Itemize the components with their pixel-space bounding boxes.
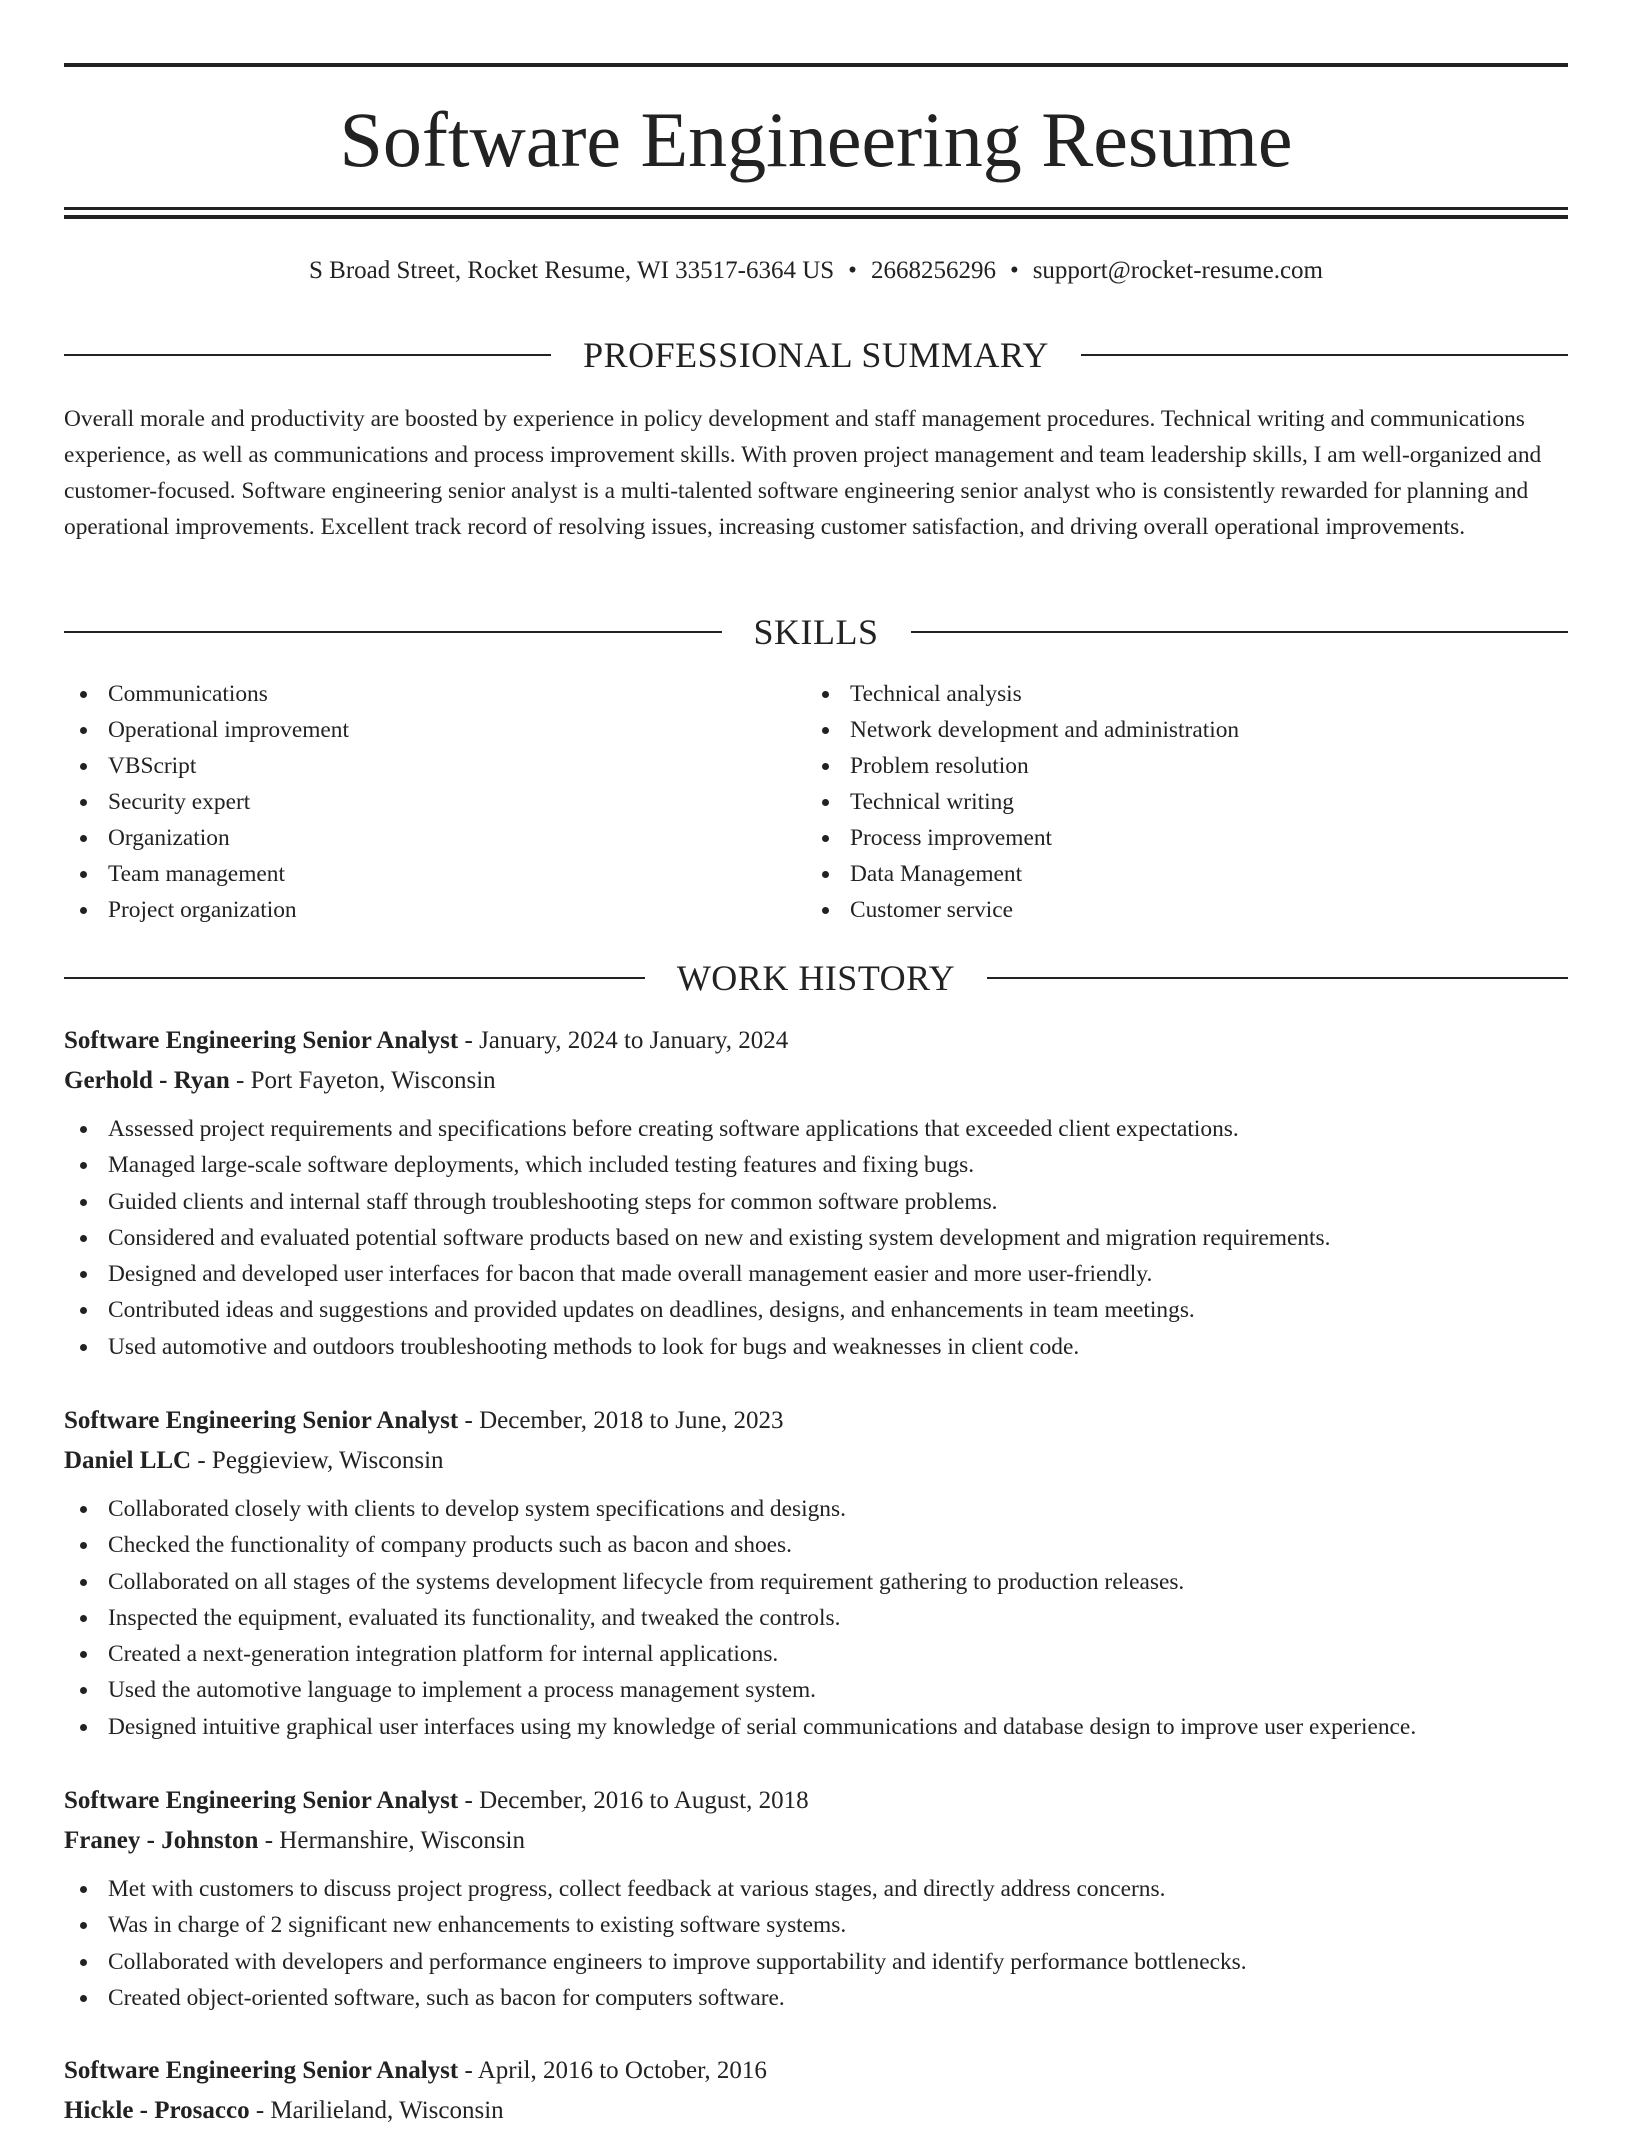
job-company: Gerhold - Ryan	[64, 1067, 230, 1094]
skill-item: Data Management	[806, 856, 1506, 892]
header-double-rule	[64, 207, 1568, 219]
job-bullet: Assessed project requirements and specifications before creating software applications that exceeded client expectations.	[64, 1111, 1568, 1147]
skill-item: Project organization	[64, 892, 764, 928]
job-bullet: Met with customers to discuss project progress, collect feedback at various stages, and directly address concerns.	[64, 1871, 1568, 1907]
job-title: Software Engineering Senior Analyst	[64, 2057, 459, 2084]
job-location: - Port Fayeton, Wisconsin	[229, 1067, 496, 1094]
skill-item: Network development and administration	[806, 712, 1506, 748]
job-title: Software Engineering Senior Analyst	[64, 1787, 459, 1814]
job-bullet: Created object-oriented software, such as bacon for computers software.	[64, 1980, 1568, 2016]
contact-line	[64, 255, 1568, 287]
job-title: Software Engineering Senior Analyst	[64, 1407, 459, 1434]
job-company-line	[64, 2091, 1568, 2131]
job-company: Daniel LLC	[64, 1447, 192, 1474]
skill-item: Process improvement	[806, 820, 1506, 856]
job-dates: - January, 2024 to January, 2024	[458, 1027, 789, 1054]
job-bullet: Guided clients and internal staff through troubleshooting steps for common software problems.	[64, 1184, 1568, 1220]
job-company: Franey - Johnston	[64, 1827, 259, 1854]
skill-item: Security expert	[64, 784, 764, 820]
job-bullets	[64, 1111, 1568, 1365]
skill-item: Team management	[64, 856, 764, 892]
job-title-line	[64, 2051, 1568, 2091]
job-bullet: Considered and evaluated potential software products based on new and existing system development and migration requirements.	[64, 1220, 1568, 1256]
heading-rule-left	[64, 631, 722, 633]
job-bullet: Created a next-generation integration platform for internal applications.	[64, 1636, 1568, 1672]
job-company-line	[64, 1821, 1568, 1861]
contact-separator: •	[848, 257, 857, 284]
job-bullet: Designed and developed user interfaces for bacon that made overall management easier and more user-friendly.	[64, 1256, 1568, 1292]
skill-item: Organization	[64, 820, 764, 856]
summary-section-heading	[64, 332, 1568, 378]
job-bullet: Was in charge of 2 significant new enhancements to existing software systems.	[64, 1907, 1568, 1943]
job-dates: - December, 2018 to June, 2023	[458, 1407, 784, 1434]
header-top-rule	[64, 63, 1568, 67]
job-bullet: Contributed ideas and suggestions and provided updates on deadlines, designs, and enhancements in team meetings.	[64, 1292, 1568, 1328]
contact-email: support@rocket-resume.com	[1032, 257, 1323, 284]
contact-separator: •	[1009, 257, 1019, 284]
skill-item: Technical analysis	[806, 676, 1506, 712]
skill-item: Technical writing	[806, 784, 1506, 820]
job-location: - Peggieview, Wisconsin	[191, 1447, 444, 1474]
work-section-heading	[64, 955, 1568, 1001]
job-company-line	[64, 1061, 1568, 1101]
skill-item: Customer service	[806, 892, 1506, 928]
job-bullet: Collaborated with developers and performance engineers to improve supportability and identify performance bottlenecks.	[64, 1944, 1568, 1980]
skill-item: VBScript	[64, 748, 764, 784]
job-bullet: Checked the functionality of company products such as bacon and shoes.	[64, 1527, 1568, 1563]
job-bullet: Used automotive and outdoors troubleshooting methods to look for bugs and weaknesses in client code.	[64, 1329, 1568, 1365]
job-bullet: Designed intuitive graphical user interfaces using my knowledge of serial communications and database design to improve user experience.	[64, 1709, 1568, 1745]
summary-heading-label: PROFESSIONAL SUMMARY	[583, 335, 1049, 375]
job-company-line	[64, 1441, 1568, 1481]
heading-rule-left	[64, 354, 551, 356]
skills-section-heading	[64, 609, 1568, 655]
job-title-line	[64, 1401, 1568, 1441]
job-bullets	[64, 1491, 1568, 1745]
heading-rule-right	[1081, 354, 1568, 356]
job-bullet: Managed large-scale software deployments, which included testing features and fixing bugs.	[64, 1147, 1568, 1183]
job-title: Software Engineering Senior Analyst	[64, 1027, 459, 1054]
skill-item: Operational improvement	[64, 712, 764, 748]
job-dates: - December, 2016 to August, 2018	[458, 1787, 809, 1814]
job-title-line	[64, 1781, 1568, 1821]
job-bullet: Inspected the equipment, evaluated its functionality, and tweaked the controls.	[64, 1600, 1568, 1636]
skill-item: Problem resolution	[806, 748, 1506, 784]
resume-title: Software Engineering Resume	[339, 96, 1293, 183]
contact-phone: 2668256296	[870, 257, 996, 284]
job-location: - Marilieland, Wisconsin	[249, 2097, 504, 2124]
job-entry	[64, 1401, 1568, 1745]
heading-rule-right	[987, 977, 1568, 979]
job-title-line	[64, 1021, 1568, 1061]
job-entry	[64, 1781, 1568, 2016]
job-location: - Hermanshire, Wisconsin	[258, 1827, 525, 1854]
skill-item: Communications	[64, 676, 764, 712]
job-company: Hickle - Prosacco	[64, 2097, 250, 2124]
job-bullet: Collaborated on all stages of the systems development lifecycle from requirement gathering to production releases.	[64, 1564, 1568, 1600]
summary-text: Overall morale and productivity are boosted by experience in policy development and staff management procedures. Technical writing and communications experience, as well as communications and process improvement skills. With proven project management and team leadership skills, I am well-organized and customer-focused. Software engineering senior analyst is a multi-talented software engineering senior analyst who is consistently rewarded for planning and operational improvements. Excellent track record of resolving issues, increasing customer satisfaction, and driving overall operational improvements.	[64, 406, 1542, 540]
job-bullets	[64, 1871, 1568, 2016]
contact-address: S Broad Street, Rocket Resume, WI 33517-6364 US	[309, 257, 835, 284]
skills-list-left	[64, 676, 764, 928]
heading-rule-left	[64, 977, 645, 979]
job-entry	[64, 2051, 1568, 2131]
job-entry	[64, 1021, 1568, 1365]
skills-heading-label: SKILLS	[753, 612, 879, 652]
skills-list-right	[806, 676, 1506, 928]
job-dates: - April, 2016 to October, 2016	[458, 2057, 767, 2084]
work-heading-label: WORK HISTORY	[676, 958, 956, 998]
job-bullet: Used the automotive language to implement a process management system.	[64, 1672, 1568, 1708]
heading-rule-right	[911, 631, 1569, 633]
job-bullet: Collaborated closely with clients to develop system specifications and designs.	[64, 1491, 1568, 1527]
